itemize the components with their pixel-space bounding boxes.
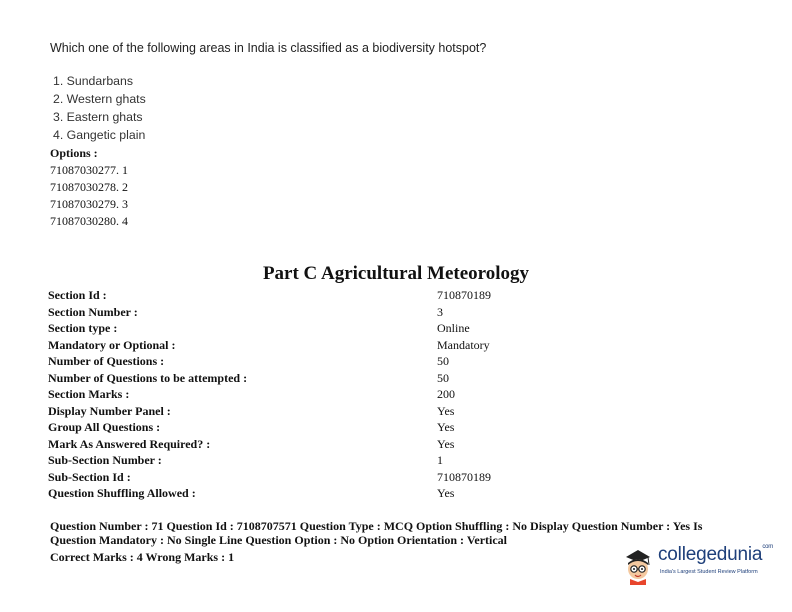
choice-item: 1. Sundarbans (53, 74, 133, 88)
section-row (48, 403, 648, 420)
section-row-label: Section type : (48, 321, 118, 335)
section-row-value: Yes (437, 436, 455, 451)
options-list (50, 162, 128, 230)
option-item: 71087030277. 1 (50, 163, 128, 177)
question-text: Which one of the following areas in India is classified as a biodiversity hotspot? (50, 41, 487, 55)
section-row-label: Display Number Panel : (48, 403, 171, 418)
choice-item: 2. Western ghats (53, 92, 146, 106)
section-row-value: Yes (437, 486, 455, 500)
marks-info: Correct Marks : 4 Wrong Marks : 1 (50, 550, 235, 564)
section-row-label: Number of Questions to be attempted : (48, 370, 248, 385)
section-row (48, 320, 648, 337)
section-row (48, 304, 648, 321)
section-row (48, 287, 648, 304)
section-row (48, 452, 648, 469)
section-row (48, 419, 648, 436)
question-info: Question Number : 71 Question Id : 7108707571 Question Type : MCQ Option Shuffling : No Display Question Number : Yes Is Question Mandatory : No Single Line Question Option : No Option Orientation : Vertical (50, 519, 703, 547)
section-row-label: Number of Questions : (48, 354, 165, 368)
section-row-value: 1 (437, 453, 443, 467)
section-row-value: 3 (437, 304, 443, 319)
section-row (48, 485, 648, 502)
section-row-label: Section Marks : (48, 387, 130, 401)
collegedunia-logo (620, 543, 774, 587)
section-row-label: Question Shuffling Allowed : (48, 486, 196, 500)
student-mascot-icon (620, 545, 656, 585)
section-title: Part C Agricultural Meteorology (262, 263, 530, 284)
choice-item: 3. Eastern ghats (53, 110, 143, 124)
logo-tagline: India's Largest Student Review Platform (660, 569, 758, 575)
option-item: 71087030279. 3 (50, 197, 128, 211)
question-choices (53, 72, 146, 144)
section-row (48, 370, 648, 387)
section-row-value: 710870189 (437, 469, 491, 484)
section-row-value: 710870189 (437, 288, 491, 302)
section-row-label: Sub-Section Id : (48, 469, 131, 484)
section-row (48, 469, 648, 486)
section-row-label: Mandatory or Optional : (48, 337, 176, 352)
section-row-label: Section Id : (48, 288, 107, 302)
section-row (48, 386, 648, 403)
section-row (48, 353, 648, 370)
section-row-value: 200 (437, 387, 455, 401)
section-row (48, 337, 648, 354)
section-row-label: Sub-Section Number : (48, 453, 162, 467)
section-row (48, 436, 648, 453)
section-row-label: Group All Questions : (48, 420, 161, 434)
option-item: 71087030280. 4 (50, 214, 128, 228)
option-item: 71087030278. 2 (50, 180, 128, 194)
section-row-label: Mark As Answered Required? : (48, 436, 211, 451)
logo-name: collegedunia (658, 544, 763, 565)
choice-item: 4. Gangetic plain (53, 128, 146, 142)
section-row-value: Mandatory (437, 337, 490, 352)
logo-suffix: com (762, 544, 774, 550)
options-label: Options : (50, 146, 98, 160)
section-details-table (48, 287, 648, 502)
section-row-value: 50 (437, 370, 449, 385)
section-row-value: 50 (437, 354, 449, 368)
section-row-label: Section Number : (48, 304, 138, 319)
section-row-value: Online (437, 321, 470, 335)
section-row-value: Yes (437, 403, 455, 418)
section-row-value: Yes (437, 420, 455, 434)
